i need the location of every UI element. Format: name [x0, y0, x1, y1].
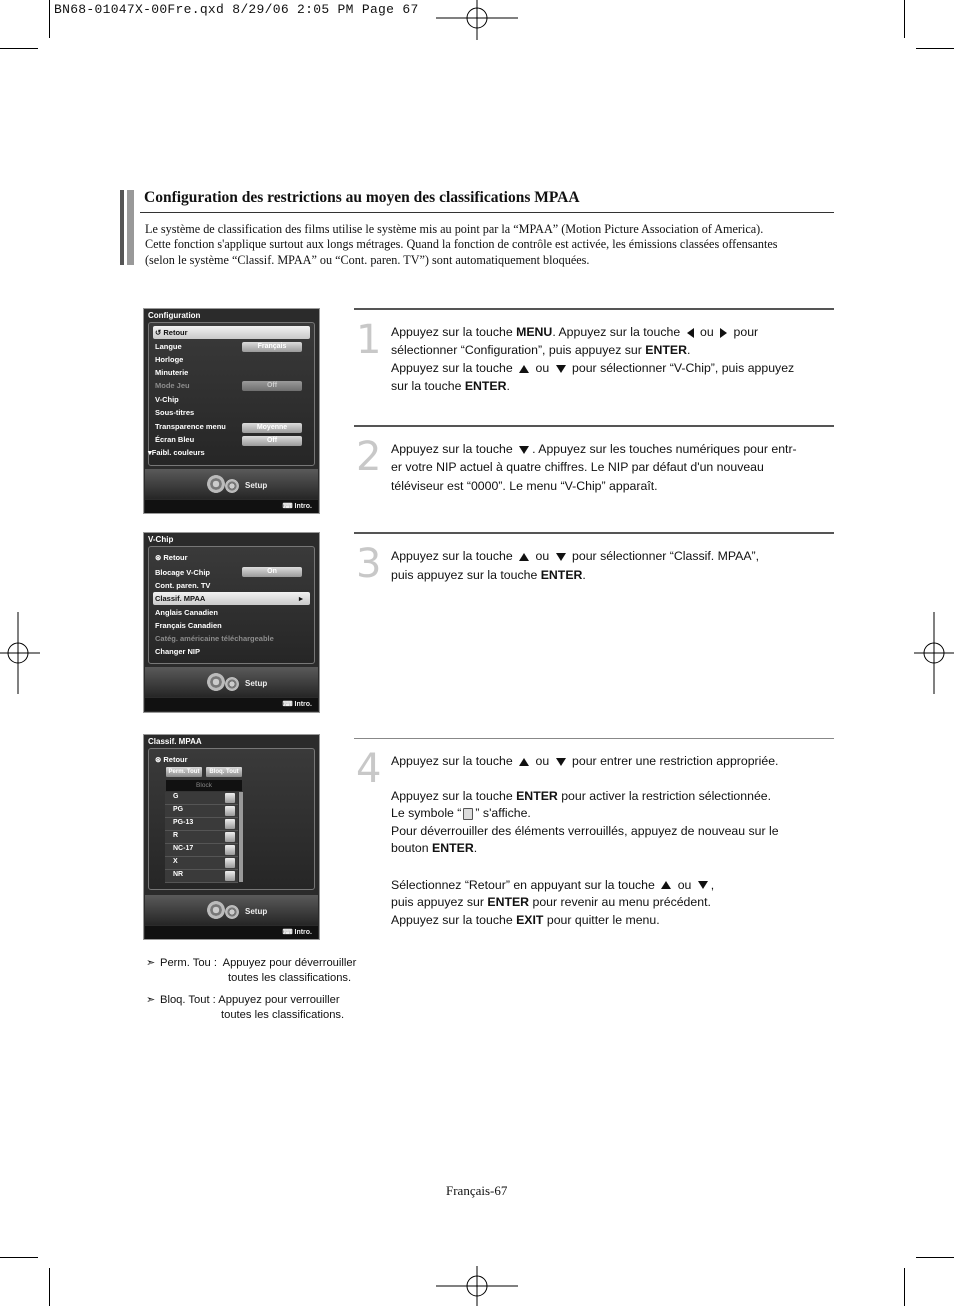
- osd-item-retour[interactable]: ↺ Retour: [155, 328, 188, 337]
- osd-item-minuterie[interactable]: Minuterie: [155, 368, 189, 377]
- gear-icon: [225, 905, 239, 919]
- rating-label: X: [173, 858, 178, 865]
- osd-item-anglais-canadien[interactable]: Anglais Canadien: [155, 608, 218, 617]
- mpaa-rating-row[interactable]: [165, 818, 238, 831]
- gear-icon: [207, 475, 225, 493]
- mpaa-rating-row[interactable]: [165, 792, 238, 805]
- osd-title: Classif. MPAA: [148, 737, 202, 746]
- osd-panel: [148, 322, 315, 466]
- arrow-right-icon: [720, 328, 727, 338]
- arrow-down-icon: [698, 881, 708, 889]
- intro-line: Le système de classification des films utilise le système mis au point par la “MPAA” (Motion Picture Association of America).: [145, 222, 764, 236]
- step-line: sur la touche ENTER.: [391, 379, 510, 393]
- osd-value-mode-jeu: Off: [242, 381, 302, 391]
- intro-line: (selon le système “Classif. MPAA” ou “Cont. paren. TV”) sont automatiquement bloquées.: [145, 252, 590, 267]
- crop-mark: [49, 0, 50, 38]
- osd-item-retour[interactable]: ⊛ Retour: [155, 553, 188, 562]
- osd-item-label: Retour: [163, 553, 188, 562]
- osd-footer: [145, 469, 318, 499]
- print-header: BN68-01047X-00Fre.qxd 8/29/06 2:05 PM Page 67: [54, 2, 419, 17]
- scrollbar[interactable]: [239, 792, 243, 882]
- mpaa-rating-row[interactable]: [165, 857, 238, 870]
- step-line: Le symbole “ ” s'affiche.: [391, 806, 531, 820]
- crop-mark: [916, 48, 954, 49]
- step-line: er votre NIP actuel à quatre chiffres. Le NIP par défaut d'un nouveau: [391, 460, 764, 474]
- crop-mark: [916, 1257, 954, 1258]
- rating-label: G: [173, 793, 179, 800]
- osd-bottom-bar: [145, 926, 318, 939]
- gear-icon: [207, 673, 225, 691]
- step-2-text: [391, 440, 797, 495]
- step-line: téléviseur est “0000”. Le menu “V-Chip” apparaît.: [391, 479, 658, 493]
- gear-icon: [225, 677, 239, 691]
- page-number: Français-67: [446, 1183, 508, 1198]
- osd-value-langue: Français: [242, 342, 302, 352]
- osd-setup-label: Setup: [245, 679, 268, 688]
- section-bar: [120, 190, 134, 265]
- osd-setup-label: Setup: [245, 481, 268, 490]
- step-line: puis appuyez sur la touche ENTER.: [391, 568, 586, 582]
- registration-mark-icon: [436, 0, 518, 40]
- rating-label: NR: [173, 871, 184, 878]
- title-rule: [140, 212, 834, 213]
- osd-item-label: Retour: [163, 328, 188, 337]
- osd-value-blocage: On: [242, 567, 302, 577]
- mpaa-rating-row[interactable]: [165, 831, 238, 844]
- step-line: Appuyez sur la touche ou pour sélectionner “V-Chip”, puis appuyez: [391, 361, 795, 375]
- step-line: bouton ENTER.: [391, 841, 478, 855]
- step-rule: [354, 532, 834, 534]
- step-line: Appuyez sur la touche . Appuyez sur les touches numériques pour entr-: [391, 442, 797, 456]
- step-1-text: [391, 323, 794, 395]
- osd-item-classif-mpaa[interactable]: Classif. MPAA: [155, 594, 206, 603]
- osd-item-blocage-v-chip[interactable]: Blocage V-Chip: [155, 568, 211, 577]
- osd-item-changer-nip[interactable]: Changer NIP: [155, 647, 201, 656]
- osd-intro-label: ⌨ Intro.: [282, 503, 312, 510]
- crop-mark: [49, 1268, 50, 1306]
- gear-icon: [207, 901, 225, 919]
- step-rule: [354, 308, 834, 310]
- intro-line: Cette fonction s'applique surtout aux longs métrages. Quand la fonction de contrôle est activée, les émissions classées offensantes: [145, 237, 778, 252]
- registration-mark-icon: [0, 612, 40, 694]
- osd-item-label: Retour: [163, 755, 188, 764]
- osd-item-langue[interactable]: Langue: [155, 342, 182, 351]
- osd-item-faibl-couleurs[interactable]: ▾Faibl. couleurs: [148, 448, 205, 457]
- arrow-down-icon: [556, 758, 566, 766]
- bloq-tout-button[interactable]: Bloq. Tout: [206, 767, 242, 777]
- note-line: ➣ Bloq. Tout : Appuyez pour verrouiller: [146, 994, 340, 1006]
- registration-mark-icon: [914, 612, 954, 694]
- rating-label: PG-13: [173, 819, 194, 826]
- osd-item-retour[interactable]: ⊛ Retour: [155, 755, 188, 764]
- step-number: 3: [356, 541, 382, 587]
- osd-item-francais-canadien[interactable]: Français Canadien: [155, 621, 222, 630]
- block-column-header: Block: [166, 780, 242, 791]
- crop-mark: [904, 0, 905, 38]
- arrow-left-icon: [687, 328, 694, 338]
- note-line: toutes les classifications.: [228, 972, 352, 984]
- osd-item-cont-paren-tv[interactable]: Cont. paren. TV: [155, 581, 211, 590]
- note-line: ➣ Perm. Tou : Appuyez pour déverrouiller: [146, 957, 357, 969]
- lock-icon: [225, 858, 235, 868]
- step-number: 4: [356, 746, 382, 792]
- step-number: 1: [356, 317, 382, 363]
- osd-configuration: [143, 308, 320, 514]
- osd-setup-label: Setup: [245, 907, 268, 916]
- chevron-right-icon: ▸: [299, 594, 303, 603]
- osd-title: Configuration: [148, 311, 201, 320]
- note-perm-tout: [146, 956, 356, 986]
- osd-item-transparence[interactable]: Transparence menu: [155, 422, 226, 431]
- step-rule: [354, 738, 834, 739]
- rating-label: NC-17: [173, 845, 194, 852]
- lock-icon: [225, 832, 235, 842]
- step-line: Pour déverrouiller des éléments verrouillés, appuyez de nouveau sur le: [391, 823, 779, 838]
- osd-footer: [145, 667, 318, 697]
- mpaa-rating-row[interactable]: [165, 844, 238, 857]
- arrow-down-icon: [556, 365, 566, 373]
- step-line: Appuyez sur la touche EXIT pour quitter le menu.: [391, 912, 660, 927]
- osd-bottom-bar: [145, 500, 318, 513]
- osd-v-chip: [143, 532, 320, 713]
- arrow-up-icon: [519, 365, 529, 373]
- osd-footer: [145, 895, 318, 925]
- osd-title: V-Chip: [148, 535, 174, 544]
- osd-value-ecran-bleu: Off: [242, 436, 302, 446]
- lock-icon: [225, 793, 235, 803]
- step-line: sélectionner “Configuration”, puis appuyez sur ENTER.: [391, 343, 691, 357]
- step-line: Appuyez sur la touche ou pour entrer une restriction appropriée.: [391, 754, 779, 768]
- note-bloq-tout: [146, 993, 344, 1023]
- arrow-up-icon: [519, 758, 529, 766]
- step-line: Appuyez sur la touche ENTER pour activer la restriction sélectionnée.: [391, 788, 772, 803]
- crop-mark: [904, 1268, 905, 1306]
- osd-item-sous-titres[interactable]: Sous-titres: [155, 408, 195, 417]
- arrow-pointer-icon: ➣: [146, 994, 156, 1006]
- section-intro: [145, 222, 825, 268]
- osd-item-categ-americaine[interactable]: Catég. américaine téléchargeable: [155, 634, 274, 643]
- step-3-text: [391, 547, 759, 584]
- crop-mark: [0, 1257, 38, 1258]
- osd-intro-label: ⌨ Intro.: [282, 701, 312, 708]
- arrow-down-icon: [556, 553, 566, 561]
- osd-item-v-chip[interactable]: V-Chip: [155, 395, 179, 404]
- step-line: Appuyez sur la touche ou pour sélectionner “Classif. MPAA”,: [391, 549, 760, 563]
- arrow-pointer-icon: ➣: [146, 957, 156, 969]
- osd-intro-text: Intro.: [294, 503, 312, 510]
- gear-icon: [225, 479, 239, 493]
- registration-mark-icon: [436, 1266, 518, 1306]
- lock-icon: [225, 806, 235, 816]
- osd-item-horloge[interactable]: Horloge: [155, 355, 184, 364]
- step-number: 2: [356, 434, 382, 480]
- step-line: Appuyez sur la touche MENU. Appuyez sur la touche ou pour: [391, 325, 759, 339]
- mpaa-rating-row[interactable]: [165, 870, 238, 883]
- step-line: Sélectionnez “Retour” en appuyant sur la touche ou ,: [391, 877, 715, 892]
- osd-intro-text: Intro.: [294, 701, 312, 708]
- lock-icon: [225, 819, 235, 829]
- step-line: puis appuyez sur ENTER pour revenir au menu précédent.: [391, 895, 711, 909]
- lock-icon: [463, 808, 473, 820]
- crop-mark: [0, 48, 38, 49]
- step-rule: [354, 425, 834, 427]
- osd-panel: [148, 546, 315, 664]
- note-line: toutes les classifications.: [221, 1009, 345, 1021]
- arrow-up-icon: [661, 881, 671, 889]
- osd-bottom-bar: [145, 698, 318, 711]
- mpaa-rating-row[interactable]: [165, 805, 238, 818]
- perm-tout-button[interactable]: Perm. Tout: [166, 767, 202, 777]
- osd-item-ecran-bleu[interactable]: Écran Bleu: [155, 435, 195, 444]
- arrow-down-icon: [519, 446, 529, 454]
- osd-intro-label: ⌨ Intro.: [282, 929, 312, 936]
- rating-label: R: [173, 832, 179, 839]
- step-4-text: [391, 753, 779, 929]
- lock-icon: [225, 871, 235, 881]
- osd-intro-text: Intro.: [294, 929, 312, 936]
- rating-label: PG: [173, 806, 184, 813]
- section-title: Configuration des restrictions au moyen des classifications MPAA: [144, 189, 580, 206]
- lock-icon: [225, 845, 235, 855]
- arrow-up-icon: [519, 553, 529, 561]
- osd-value-transparence: Moyenne: [242, 423, 302, 433]
- osd-item-mode-jeu[interactable]: Mode Jeu: [155, 381, 190, 390]
